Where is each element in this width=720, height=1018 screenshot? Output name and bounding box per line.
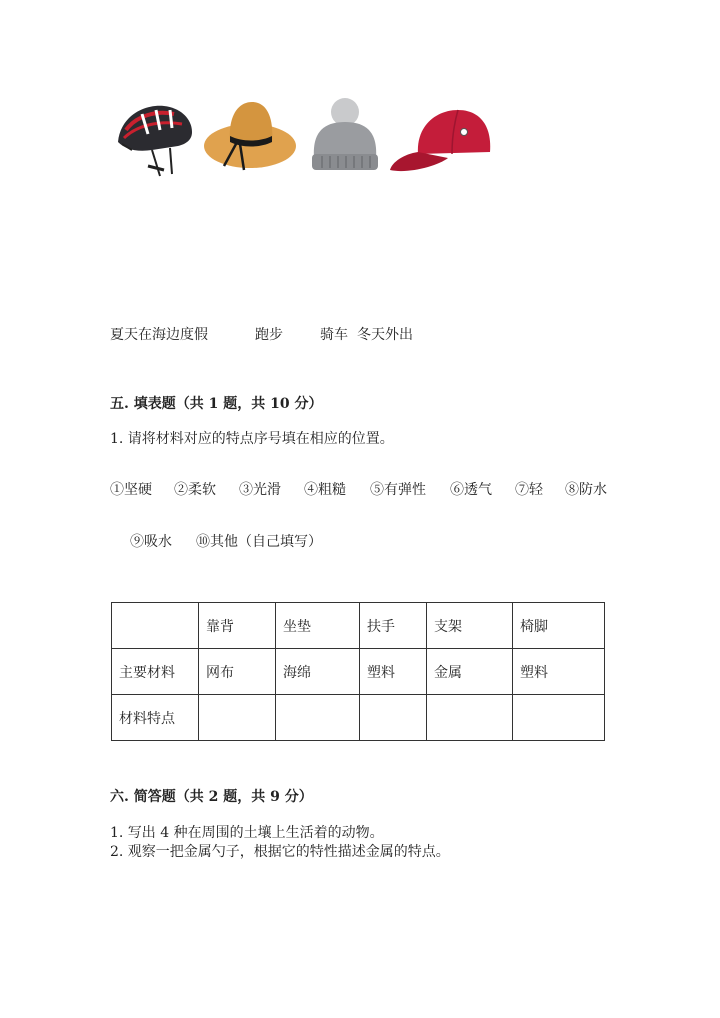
option-item: ⑥透气 — [450, 482, 492, 498]
table-header-cell: 扶手 — [360, 603, 427, 649]
section-6-heading: 六. 简答题（共 2 题，共 9 分） — [110, 789, 313, 805]
cap-picture — [388, 104, 496, 178]
activity-label: 夏天在海边度假 — [110, 327, 208, 343]
table-header-cell: 支架 — [427, 603, 513, 649]
activity-label: 跑步 — [255, 327, 283, 343]
table-blank-cell[interactable] — [276, 695, 360, 741]
table-cell: 网布 — [199, 649, 276, 695]
option-item: ⑧防水 — [565, 482, 607, 498]
option-item: ①坚硬 — [110, 482, 152, 498]
section-6-question: 1. 写出 4 种在周围的土壤上生活着的动物。 — [110, 825, 384, 841]
table-row — [112, 695, 605, 741]
materials-table — [111, 602, 605, 741]
option-item: ②柔软 — [174, 482, 216, 498]
table-header-row — [112, 603, 605, 649]
bicycle-helmet-icon — [112, 100, 196, 180]
table-blank-cell[interactable] — [360, 695, 427, 741]
table-row — [112, 649, 605, 695]
table-blank-cell[interactable] — [427, 695, 513, 741]
sun-hat-picture — [202, 98, 298, 174]
table-row-label: 材料特点 — [112, 695, 199, 741]
option-item: ⑩其他（自己填写） — [196, 534, 322, 550]
section-5-heading: 五. 填表题（共 1 题，共 10 分） — [110, 396, 323, 412]
table-cell: 金属 — [427, 649, 513, 695]
knit-beanie-icon — [308, 96, 382, 174]
option-item: ③光滑 — [239, 482, 281, 498]
helmet-picture — [112, 100, 196, 180]
table-cell: 海绵 — [276, 649, 360, 695]
option-item: ⑦轻 — [515, 482, 543, 498]
activity-label: 骑车 — [320, 327, 348, 343]
table-blank-cell[interactable] — [513, 695, 605, 741]
beanie-picture — [308, 96, 382, 174]
option-item: ④粗糙 — [304, 482, 346, 498]
straw-sun-hat-icon — [202, 98, 298, 174]
baseball-cap-icon — [388, 104, 496, 178]
section-5-question: 1. 请将材料对应的特点序号填在相应的位置。 — [110, 431, 394, 447]
option-item: ⑤有弹性 — [370, 482, 426, 498]
table-header-cell: 椅脚 — [513, 603, 605, 649]
option-item: ⑨吸水 — [130, 534, 172, 550]
table-cell — [112, 603, 199, 649]
section-6-question: 2. 观察一把金属勺子，根据它的特性描述金属的特点。 — [110, 844, 450, 860]
table-header-cell: 坐垫 — [276, 603, 360, 649]
table-blank-cell[interactable] — [199, 695, 276, 741]
table-cell: 塑料 — [360, 649, 427, 695]
table-row-label: 主要材料 — [112, 649, 199, 695]
table-header-cell: 靠背 — [199, 603, 276, 649]
activity-label: 冬天外出 — [357, 327, 413, 343]
table-cell: 塑料 — [513, 649, 605, 695]
